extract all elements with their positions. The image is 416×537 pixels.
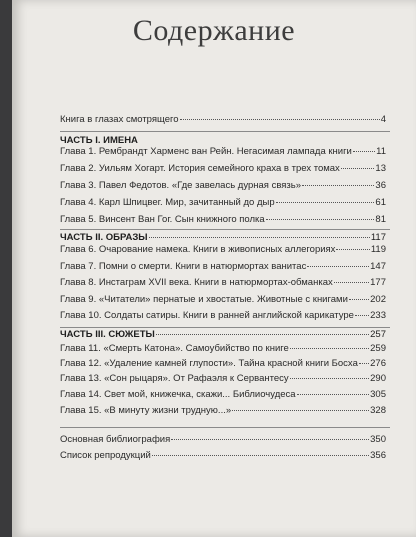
- entry-page: 4: [380, 114, 386, 125]
- entry-label: Глава 10. Солдаты сатиры. Книги в ранней английской карикатуре: [60, 310, 354, 321]
- leader-dots: [334, 282, 369, 283]
- toc-entry-intro: [60, 114, 386, 126]
- leader-dots: [276, 202, 375, 203]
- toc-entry: [60, 146, 386, 158]
- entry-page: 305: [370, 389, 386, 400]
- leader-dots: [302, 185, 374, 186]
- entry-label: Глава 2. Уильям Хогарт. История семейного краха в трех томах: [60, 163, 340, 174]
- leader-dots: [341, 168, 375, 169]
- entry-label: Основная библиография: [60, 434, 171, 445]
- entry-label: Глава 12. «Удаление камней глупости». Тайна красной книги Босха: [60, 358, 358, 369]
- leader-dots: [336, 249, 369, 250]
- leader-dots: [156, 334, 369, 335]
- toc-entry: [60, 373, 386, 385]
- leader-dots: [149, 237, 370, 238]
- entry-page: 61: [375, 197, 386, 208]
- part-heading: [60, 232, 386, 244]
- leader-dots: [307, 266, 369, 267]
- entry-label: Глава 9. «Читатели» пернатые и хвостатые. Животные с книгами: [60, 294, 348, 305]
- leader-dots: [349, 299, 369, 300]
- entry-label: Глава 4. Карл Шпицвег. Мир, зачитанный до дыр: [60, 197, 275, 208]
- toc-entry: [60, 358, 386, 370]
- entry-page: 202: [370, 294, 386, 305]
- toc-entry: [60, 197, 386, 209]
- toc-entry: [60, 294, 386, 306]
- entry-label: Глава 13. «Сон рыцаря». От Рафаэля к Сервантесу: [60, 373, 289, 384]
- entry-page: 233: [370, 310, 386, 321]
- entry-label: Глава 6. Очарование намека. Книги в живописных аллегориях: [60, 244, 336, 255]
- entry-page: 81: [375, 214, 386, 225]
- leader-dots: [232, 410, 369, 411]
- entry-label: Список репродукций: [60, 450, 151, 461]
- entry-page: 11: [376, 146, 386, 157]
- leader-dots: [353, 151, 375, 152]
- part-heading: [60, 329, 386, 341]
- divider: [60, 327, 390, 328]
- toc-entry: [60, 277, 386, 289]
- toc-entry: [60, 261, 386, 273]
- entry-label: Глава 8. Инстаграм XVII века. Книги в натюрмортах-обманках: [60, 277, 333, 288]
- entry-page: 276: [370, 358, 386, 369]
- toc-entry-bibliography: [60, 434, 386, 446]
- entry-label: Глава 1. Рембрандт Харменс ван Рейн. Негасимая лампада книги: [60, 146, 352, 157]
- leader-dots: [290, 348, 369, 349]
- entry-label: Глава 5. Винсент Ван Гог. Сын книжного полка: [60, 214, 265, 225]
- toc-entry-reproductions: [60, 450, 386, 462]
- entry-label: Глава 11. «Смерть Катона». Самоубийство по книге: [60, 343, 289, 354]
- entry-page: 356: [370, 450, 386, 461]
- entry-label: Глава 7. Помни о смерти. Книги в натюрмортах ванитас: [60, 261, 307, 272]
- page-title: Содержание: [132, 14, 296, 47]
- leader-dots: [152, 455, 369, 456]
- entry-page: 328: [370, 405, 386, 416]
- toc-entry: [60, 389, 386, 401]
- part-page: 117: [370, 232, 386, 243]
- part-label: ЧАСТЬ III. СЮЖЕТЫ: [60, 329, 155, 340]
- part-label: ЧАСТЬ I. ИМЕНА: [60, 135, 138, 146]
- leader-dots: [180, 119, 380, 120]
- toc-entry: [60, 405, 386, 417]
- part-label: ЧАСТЬ II. ОБРАЗЫ: [60, 232, 148, 243]
- leader-dots: [290, 378, 369, 379]
- entry-label: Книга в глазах смотрящего: [60, 114, 179, 125]
- leader-dots: [297, 394, 370, 395]
- leader-dots: [355, 315, 369, 316]
- entry-page: 36: [375, 180, 386, 191]
- entry-page: 119: [370, 244, 386, 255]
- leader-dots: [266, 219, 375, 220]
- toc-entry: [60, 244, 386, 256]
- entry-label: Глава 3. Павел Федотов. «Где завелась дурная связь»: [60, 180, 302, 191]
- leader-dots: [359, 363, 369, 364]
- entry-page: 13: [375, 163, 386, 174]
- entry-label: Глава 14. Свет мой, книжечка, скажи... Библиочудеса: [60, 389, 296, 400]
- part-page: 257: [370, 329, 386, 340]
- entry-page: 350: [370, 434, 386, 445]
- toc-entry: [60, 343, 386, 355]
- toc-entry: [60, 214, 386, 226]
- divider: [60, 229, 390, 230]
- entry-page: 290: [370, 373, 386, 384]
- entry-page: 259: [370, 343, 386, 354]
- divider: [60, 131, 390, 132]
- leader-dots: [171, 439, 369, 440]
- divider: [60, 427, 390, 428]
- book-page: [12, 0, 416, 537]
- entry-page: 147: [370, 261, 386, 272]
- entry-page: 177: [370, 277, 386, 288]
- toc-entry: [60, 310, 386, 322]
- toc-entry: [60, 180, 386, 192]
- entry-label: Глава 15. «В минуту жизни трудную...»: [60, 405, 232, 416]
- toc-entry: [60, 163, 386, 175]
